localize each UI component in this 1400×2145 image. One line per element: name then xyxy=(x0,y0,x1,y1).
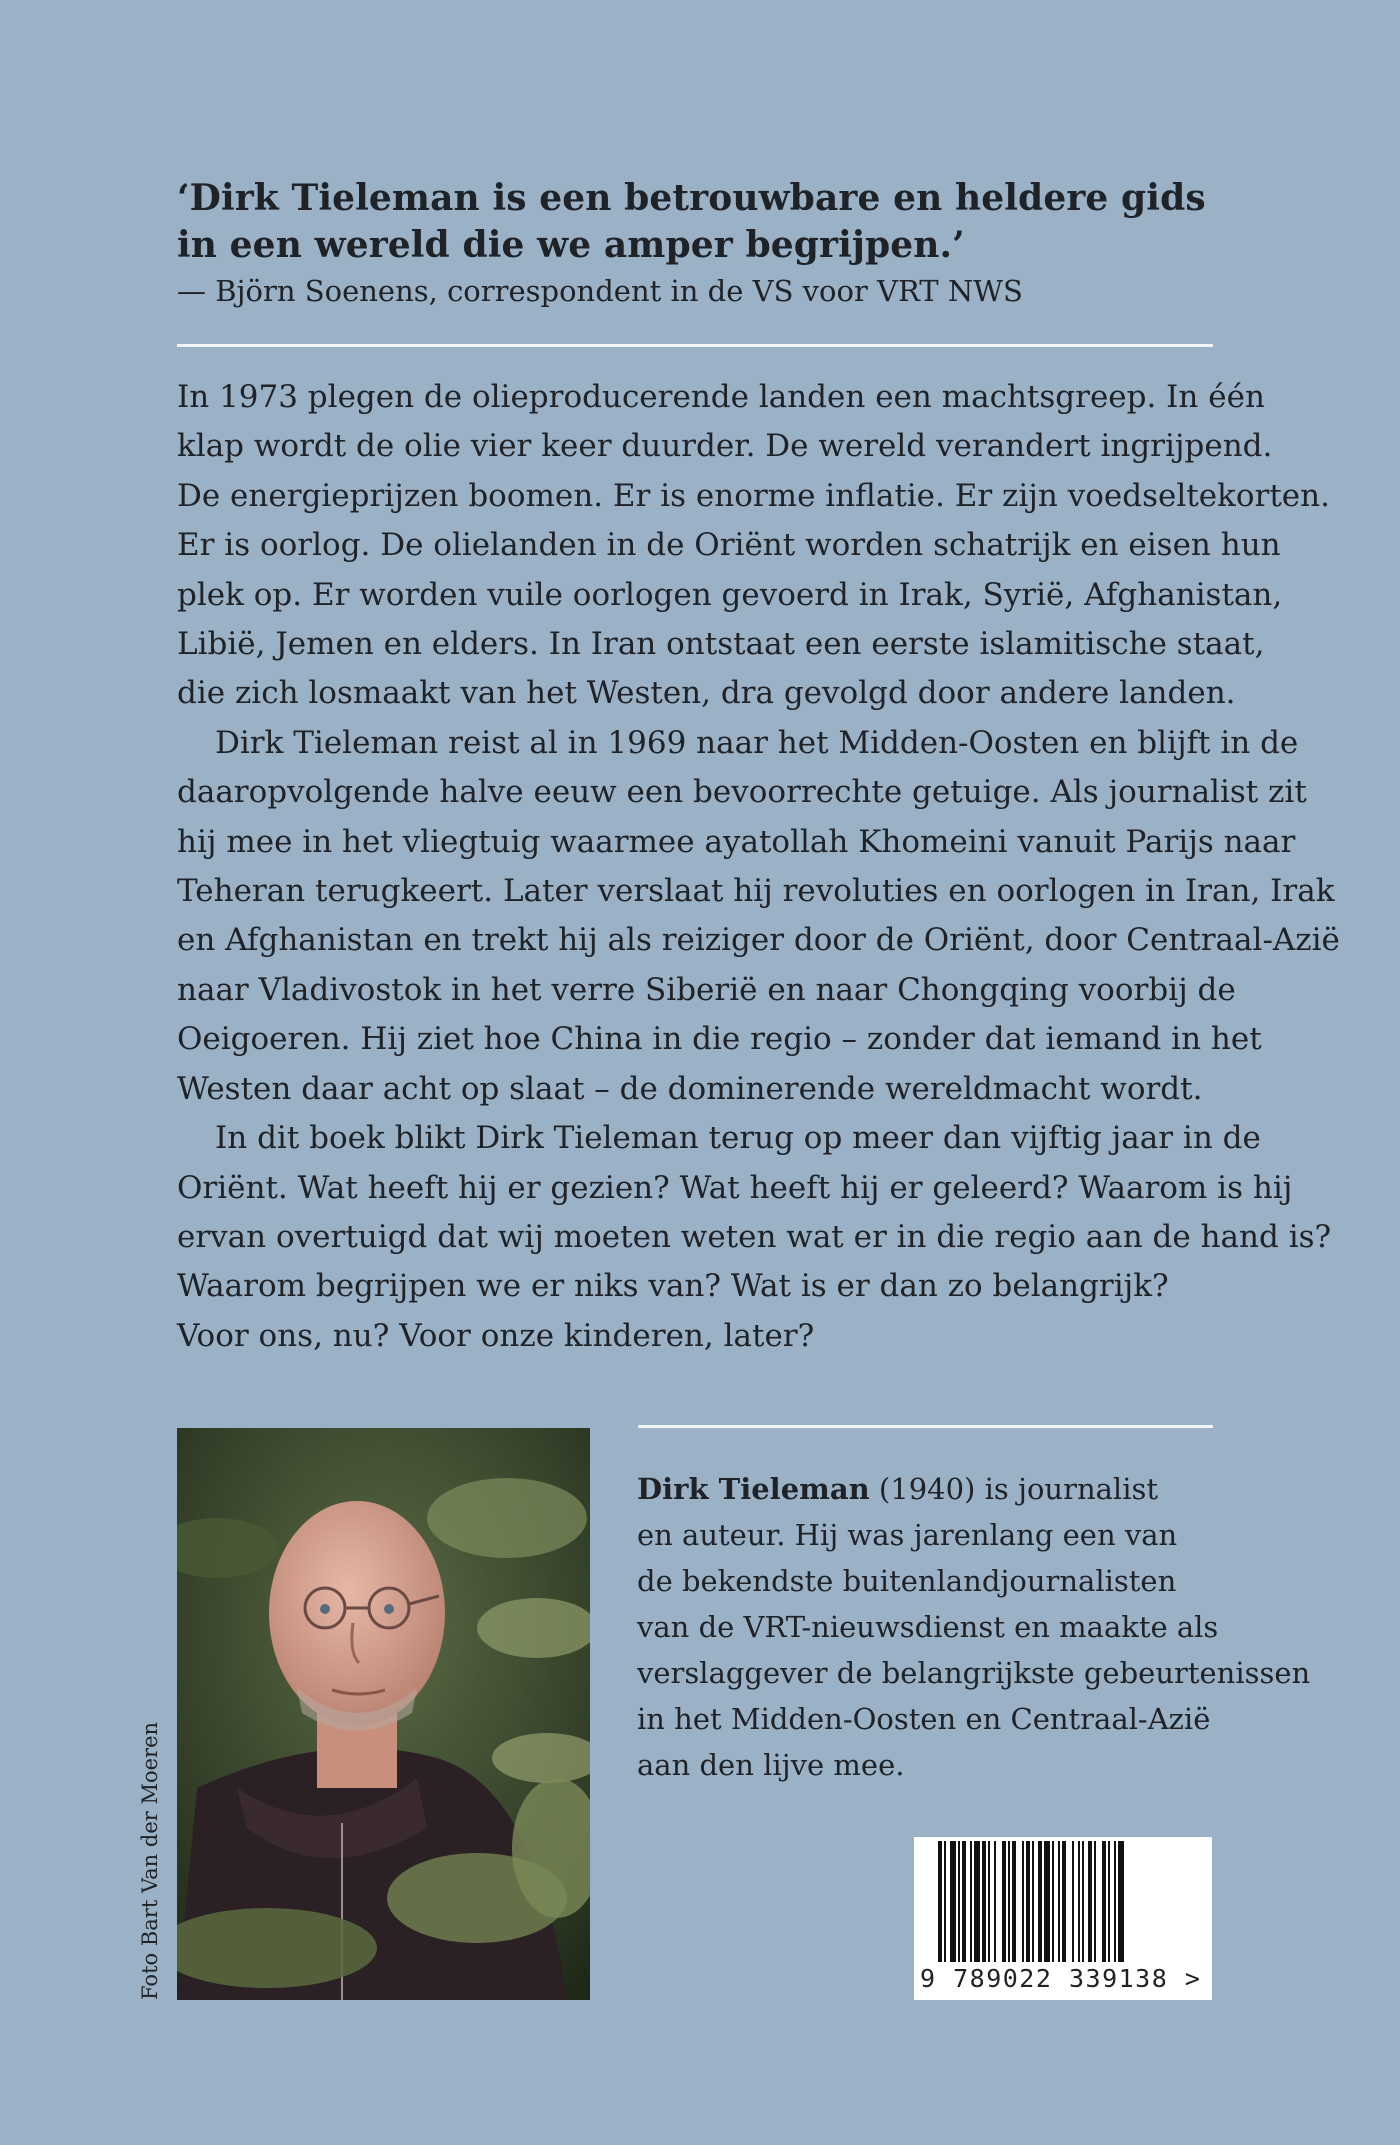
quote-line-1: ‘Dirk Tieleman is een betrouwbare en heldere gids xyxy=(177,177,1206,219)
barcode-bar xyxy=(994,1841,996,1962)
barcode-bar xyxy=(1044,1841,1050,1962)
barcode-bar xyxy=(1062,1841,1066,1962)
quote-attribution: — Björn Soenens, correspondent in de VS voor VRT NWS xyxy=(177,274,1023,308)
blurb-text xyxy=(177,373,1340,1361)
blurb-line: Oeigoeren. Hij ziet hoe China in die regio – zonder dat iemand in het xyxy=(177,1021,1262,1058)
barcode-bar xyxy=(1032,1841,1034,1962)
barcode-bar xyxy=(970,1841,972,1962)
barcode-bar xyxy=(988,1841,990,1962)
barcode-bar xyxy=(1012,1841,1016,1962)
blurb-line: Er is oorlog. De olielanden in de Oriënt worden schatrijk en eisen hun xyxy=(177,527,1281,564)
blurb-line: Dirk Tieleman reist al in 1969 naar het Midden-Oosten en blijft in de xyxy=(215,724,1299,761)
back-cover-quote xyxy=(177,175,1227,311)
bio-line: aan den lijve mee. xyxy=(637,1748,905,1782)
blurb-line: In dit boek blikt Dirk Tieleman terug op meer dan vijftig jaar in de xyxy=(215,1120,1261,1157)
barcode-bar xyxy=(1002,1841,1006,1962)
barcode-bar xyxy=(1102,1841,1106,1962)
bio-line: en auteur. Hij was jarenlang een van xyxy=(637,1518,1178,1552)
author-bio xyxy=(637,1466,1311,1788)
barcode-bar xyxy=(1026,1841,1030,1962)
blurb-line: Voor ons, nu? Voor onze kinderen, later? xyxy=(177,1317,815,1354)
bio-line: in het Midden-Oosten en Centraal-Azië xyxy=(637,1702,1211,1736)
isbn-number: 9 789022 339138 > xyxy=(920,1964,1202,1993)
barcode-bar xyxy=(1114,1841,1116,1962)
blurb-line: plek op. Er worden vuile oorlogen gevoerd in Irak, Syrië, Afghanistan, xyxy=(177,576,1283,613)
blurb-line: die zich losmaakt van het Westen, dra gevolgd door andere landen. xyxy=(177,675,1236,712)
barcode-bar xyxy=(974,1841,980,1962)
barcode-bar xyxy=(1078,1841,1080,1962)
barcode-bar xyxy=(1094,1841,1096,1962)
barcode-bar xyxy=(1058,1841,1060,1962)
barcode-bar xyxy=(1052,1841,1054,1962)
bio-line: (1940) is journalist xyxy=(869,1472,1159,1506)
bio-line: van de VRT-nieuwsdienst en maakte als xyxy=(637,1610,1219,1644)
blurb-line: daaropvolgende halve eeuw een bevoorrechte getuige. Als journalist zit xyxy=(177,774,1307,811)
barcode-bar xyxy=(944,1841,946,1962)
blurb-line: In 1973 plegen de olieproducerende landen een machtsgreep. In één xyxy=(177,379,1265,415)
photo-credit: Foto Bart Van der Moeren xyxy=(138,1721,162,2000)
barcode-bar xyxy=(1038,1841,1042,1962)
blurb-line: De energieprijzen boomen. Er is enorme inflatie. Er zijn voedseltekorten. xyxy=(177,477,1330,514)
blurb-line: naar Vladivostok in het verre Siberië en naar Chongqing voorbij de xyxy=(177,971,1236,1008)
barcode-bar xyxy=(950,1841,956,1962)
author-photo xyxy=(177,1428,590,2000)
barcode-bar xyxy=(938,1841,942,1962)
barcode-bar xyxy=(1008,1841,1010,1962)
divider-bio xyxy=(638,1425,1213,1428)
barcode-bar xyxy=(982,1841,986,1962)
quote-line-2: in een wereld die we amper begrijpen.’ xyxy=(177,224,965,266)
barcode-bar xyxy=(1022,1841,1024,1962)
blurb-line: Libië, Jemen en elders. In Iran ontstaat een eerste islamitische staat, xyxy=(177,626,1265,663)
barcode-bar xyxy=(1088,1841,1092,1962)
blurb-line: Westen daar acht op slaat – de dominerende wereldmacht wordt. xyxy=(177,1070,1203,1107)
bio-line: verslaggever de belangrijkste gebeurtenissen xyxy=(637,1656,1311,1690)
barcode-bar xyxy=(958,1841,960,1962)
bio-first-line xyxy=(637,1466,1237,1512)
blurb-line: Teheran terugkeert. Later verslaat hij revoluties en oorlogen in Iran, Irak xyxy=(177,873,1335,910)
barcode-bar xyxy=(1118,1841,1124,1962)
blurb-line: hij mee in het vliegtuig waarmee ayatollah Khomeini vanuit Parijs naar xyxy=(177,823,1296,860)
author-name: Dirk Tieleman xyxy=(637,1472,870,1506)
blurb-line: klap wordt de olie vier keer duurder. De wereld verandert ingrijpend. xyxy=(177,428,1273,465)
barcode-bar xyxy=(1108,1841,1110,1962)
isbn-barcode xyxy=(914,1837,1212,1962)
blurb-line: Oriënt. Wat heeft hij er gezien? Wat heeft hij er geleerd? Waarom is hij xyxy=(177,1169,1293,1206)
barcode-bar xyxy=(962,1841,966,1962)
barcode-bar xyxy=(1072,1841,1074,1962)
bio-line: de bekendste buitenlandjournalisten xyxy=(637,1564,1177,1598)
blurb-line: Waarom begrijpen we er niks van? Wat is er dan zo belangrijk? xyxy=(177,1268,1169,1305)
blurb-line: ervan overtuigd dat wij moeten weten wat er in die regio aan de hand is? xyxy=(177,1218,1332,1255)
barcode-bar xyxy=(1082,1841,1084,1962)
divider-top xyxy=(177,344,1213,347)
blurb-line: en Afghanistan en trekt hij als reiziger door de Oriënt, door Centraal-Azië xyxy=(177,922,1340,959)
